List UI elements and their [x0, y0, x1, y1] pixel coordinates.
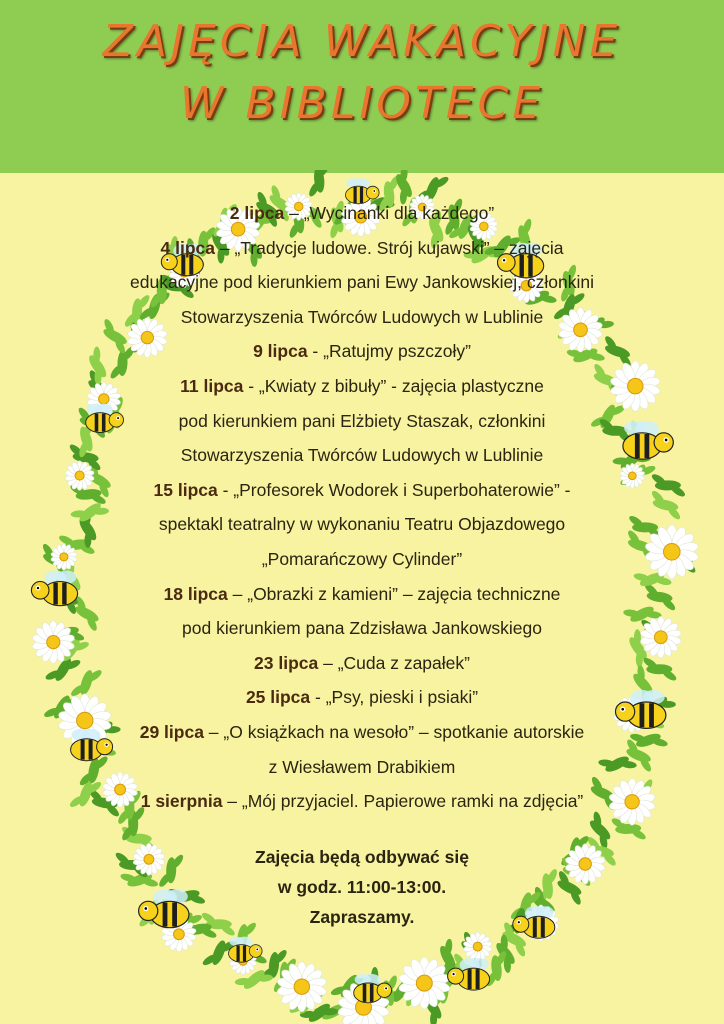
event-description: „Pomarańczowy Cylinder” [261, 548, 463, 569]
schedule-line [0, 646, 724, 681]
event-description: edukacyjne pod kierunkiem pani Ewy Jankowskiej, członkini [130, 272, 594, 293]
event-date: 2 lipca [229, 203, 285, 223]
event-description: z Wiesławem Drabikiem [268, 756, 456, 777]
schedule-line [0, 750, 724, 785]
event-date: 1 sierpnia [140, 791, 223, 812]
closing-line-3: Zapraszamy. [309, 907, 415, 927]
schedule-line [0, 542, 724, 577]
event-description: - „Ratujmy pszczoły” [307, 341, 471, 362]
event-date: 15 lipca [153, 479, 218, 500]
event-date: 29 lipca [139, 721, 204, 742]
leaf-icon [304, 170, 335, 199]
closing-line-1: Zajęcia będą odbywać się [255, 847, 469, 867]
event-date: 4 lipca [160, 237, 215, 258]
event-description: – „Cuda z zapałek” [318, 652, 470, 673]
schedule-line [0, 231, 724, 266]
schedule-line [0, 334, 724, 369]
title-line-2: W BIBLIOTECE [179, 78, 545, 129]
closing-note [0, 842, 724, 932]
event-description: – „Wycinanki dla każdego” [284, 203, 495, 223]
schedule-line [0, 300, 724, 335]
event-description: - „Profesorek Wodorek i Superbohaterowie” - [217, 479, 571, 500]
schedule-line [0, 577, 724, 612]
event-date: 23 lipca [254, 652, 319, 673]
schedule-line [0, 784, 724, 819]
schedule-line [0, 196, 724, 231]
event-description: pod kierunkiem pani Elżbiety Staszak, członkini [178, 410, 546, 431]
event-description: spektakl teatralny w wykonaniu Teatru Objazdowego [158, 514, 566, 535]
event-description: – „O książkach na wesoło” – spotkanie autorskie [203, 721, 585, 742]
title-line-1: ZAJĘCIA WAKACYJNE [102, 16, 622, 67]
event-description: – „Mój przyjaciel. Papierowe ramki na zdjęcia” [222, 791, 584, 812]
schedule-line [0, 369, 724, 404]
event-date: 18 lipca [163, 583, 228, 604]
event-date: 11 lipca [180, 375, 244, 396]
event-description: pod kierunkiem pana Zdzisława Jankowskiego [182, 618, 542, 639]
event-description: - „Psy, pieski i psiaki” [310, 687, 479, 708]
schedule-line [0, 265, 724, 300]
schedule-line [0, 404, 724, 439]
schedule-line [0, 473, 724, 508]
event-description: Stowarzyszenia Twórców Ludowych w Lublinie [180, 306, 544, 327]
event-date: 25 lipca [245, 687, 311, 708]
event-date: 9 lipca [253, 341, 308, 362]
event-description: – „Obrazki z kamieni” – zajęcia techniczne [227, 583, 561, 604]
event-description: Stowarzyszenia Twórców Ludowych w Lublinie [180, 445, 544, 466]
schedule-line [0, 438, 724, 473]
schedule-line [0, 715, 724, 750]
schedule-line [0, 680, 724, 715]
schedule-list [0, 196, 724, 819]
schedule-line [0, 611, 724, 646]
event-description: – „Tradycje ludowe. Strój kujawski” – zajęcia [214, 237, 564, 258]
closing-line-2: w godz. 11:00-13:00. [277, 877, 447, 897]
header-banner [0, 0, 724, 173]
event-description: - „Kwiaty z bibuły” - zajęcia plastyczne [243, 375, 544, 396]
schedule-line [0, 507, 724, 542]
